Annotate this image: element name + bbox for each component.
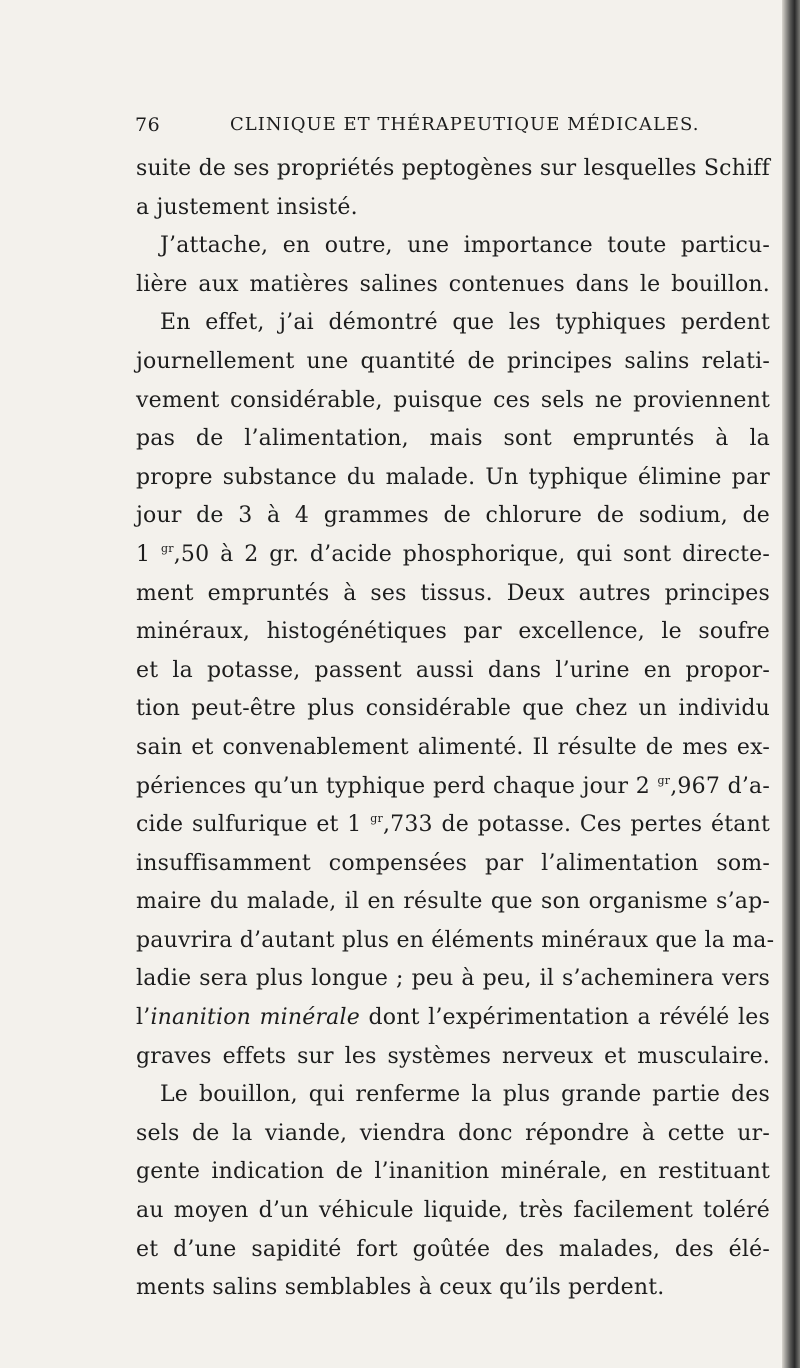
page-edge-shadow [782, 0, 800, 1368]
text-line: jour de 3 à 4 grammes de chlorure de sodium, de [136, 503, 770, 529]
page-header [135, 114, 755, 138]
body-text [136, 150, 775, 1308]
unit-superscript: gr [161, 541, 174, 555]
text-line: a justement insisté. [136, 194, 358, 220]
text-run: l’ [136, 1005, 151, 1031]
text-line: sain et convenablement alimenté. Il résulte de mes ex- [136, 734, 770, 760]
text-line: gente indication de l’inanition minérale, en restituant [136, 1159, 770, 1185]
text-line: pauvrira d’autant plus en éléments minéraux que la ma- [136, 927, 775, 953]
text-line: minéraux, histogénétiques par excellence, le soufre [136, 619, 770, 645]
text-run: ,967 d’a- [670, 773, 771, 799]
text-line: lière aux matières salines contenues dans le bouillon. [136, 271, 770, 297]
text-line: sels de la viande, viendra donc répondre à cette ur- [136, 1120, 770, 1146]
text-line [136, 999, 770, 1038]
text-line: propre substance du malade. Un typhique élimine par [136, 464, 770, 490]
text-line: ments salins semblables à ceux qu’ils perdent. [136, 1275, 665, 1301]
running-head: CLINIQUE ET THÉRAPEUTIQUE MÉDICALES. [230, 114, 700, 135]
text-line: ment empruntés à ses tissus. Deux autres principes [136, 580, 770, 606]
text-line: En effet, j’ai démontré que les typhiques perdent [160, 310, 770, 336]
text-run: périences qu’un typhique perd chaque jour 2 [136, 773, 658, 799]
text-line: J’attache, en outre, une importance toute particu- [160, 233, 770, 259]
text-run: dont l’expérimentation a révélé les [359, 1005, 770, 1031]
text-run: 1 [136, 541, 162, 567]
text-line: Le bouillon, qui renferme la plus grande partie des [160, 1082, 770, 1108]
text-line: graves effets sur les systèmes nerveux et musculaire. [136, 1043, 770, 1069]
page-number: 76 [135, 114, 161, 136]
text-line [136, 806, 770, 845]
text-line: suite de ses propriétés peptogènes sur lesquelles Schiff [136, 156, 770, 181]
text-line: maire du malade, il en résulte que son organisme s’ap- [136, 889, 770, 915]
unit-superscript: gr [370, 812, 383, 826]
text-line: vement considérable, puisque ces sels ne proviennent [136, 387, 770, 413]
text-line: tion peut-être plus considérable que chez un individu [136, 696, 770, 722]
text-line: insuffisamment compensées par l’alimentation som- [136, 850, 770, 876]
text-line: et d’une sapidité fort goûtée des malades, des élé- [136, 1236, 770, 1262]
unit-superscript: gr [657, 773, 671, 787]
text-run: ,733 de potasse. Ces pertes étant [382, 812, 770, 838]
text-line: journellement une quantité de principes salins relati- [136, 348, 770, 374]
text-line: et la potasse, passent aussi dans l’urine en propor- [136, 657, 770, 683]
text-run: ,50 à 2 gr. d’acide phosphorique, qui sont directe- [173, 541, 770, 567]
text-line: au moyen d’un véhicule liquide, très facilement toléré [136, 1198, 770, 1224]
text-run: cide sulfurique et 1 [136, 812, 371, 838]
italic-term: inanition minérale [150, 1005, 360, 1031]
text-line [136, 768, 770, 807]
text-line [136, 536, 770, 575]
text-line: ladie sera plus longue ; peu à peu, il s’acheminera vers [136, 966, 770, 992]
text-line: pas de l’alimentation, mais sont empruntés à la [136, 426, 770, 452]
